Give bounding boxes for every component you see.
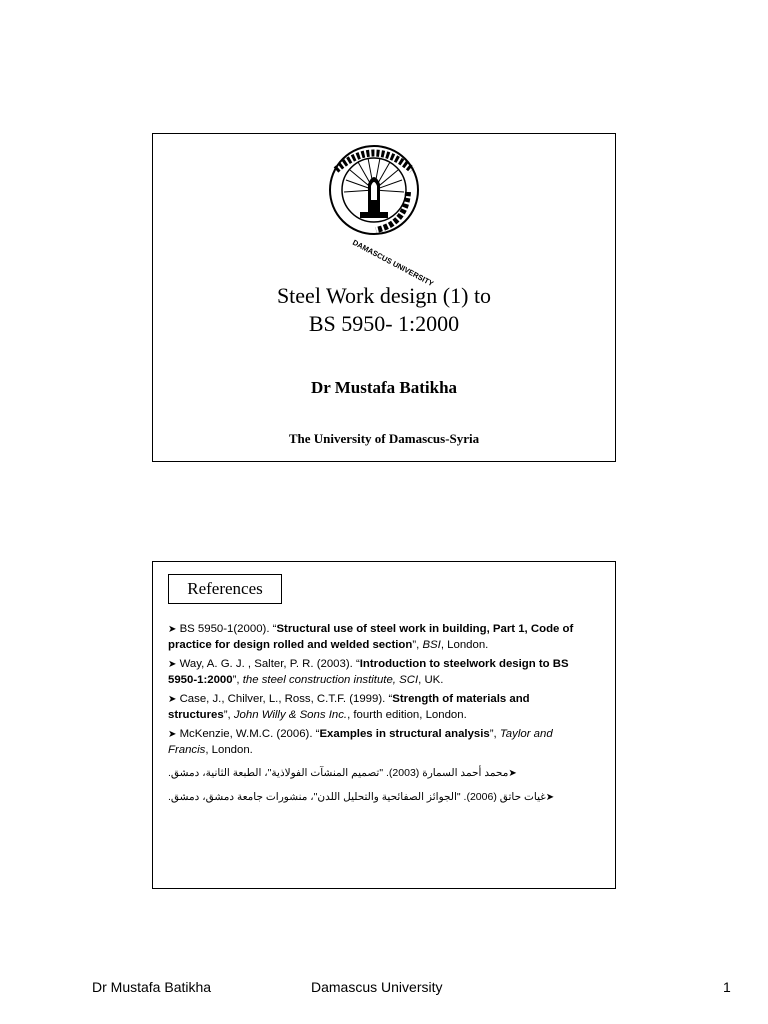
bullet-arrow-icon: ➤ xyxy=(168,729,177,740)
footer-author: Dr Mustafa Batikha xyxy=(92,979,212,995)
footer-university: Damascus University xyxy=(311,979,443,995)
bullet-arrow-icon: ➤ xyxy=(168,694,177,705)
bullet-arrow-icon: ➤ xyxy=(508,768,517,779)
title-line-2: BS 5950- 1:2000 xyxy=(308,311,460,336)
list-item: ➤ Way, A. G. J. , Salter, P. R. (2003). “Introduction to steelwork design to BS 5950-1:2000”, the steel construction institute, SCI, UK. xyxy=(168,658,569,686)
list-item: ➤ Case, J., Chilver, L., Ross, C.T.F. (1999). “Strength of materials and structures”, John Willy & Sons Inc., fourth edition, London. xyxy=(168,693,530,721)
references-heading: References xyxy=(168,574,282,604)
author-name: Dr Mustafa Batikha xyxy=(310,378,458,397)
bullet-arrow-icon: ➤ xyxy=(545,791,555,803)
list-item: ➤ BS 5950-1(2000). “Structural use of steel work in building, Part 1, Code of practice for design rolled and welded section”, BSI, London. xyxy=(168,623,574,651)
slide-title xyxy=(153,282,615,338)
bullet-arrow-icon: ➤ xyxy=(168,659,177,670)
list-item: ➤محمد أحمد السمارة (2003). "تصميم المنشآت الفولاذية"، الطبعة الثانية، دمشق. xyxy=(168,767,517,779)
logo-text: DAMASCUS UNIVERSITY xyxy=(351,237,436,289)
references-slide xyxy=(152,561,616,889)
page-number: 1 xyxy=(723,979,731,995)
list-item: ➤ McKenzie, W.M.C. (2006). “Examples in structural analysis”, Taylor and Francis, London. xyxy=(168,728,553,756)
list-item: ➤غيات حاتق (2006). "الجوائز الصفائحية والتحليل اللدن"، منشورات جامعة دمشق، دمشق. xyxy=(168,790,555,803)
title-slide xyxy=(152,133,616,462)
bullet-arrow-icon: ➤ xyxy=(168,624,177,635)
references-list xyxy=(168,622,588,805)
arabic-references xyxy=(168,766,588,805)
title-line-1: Steel Work design (1) to xyxy=(276,283,492,308)
university-name: The University of Damascus-Syria xyxy=(288,431,480,446)
university-seal-logo xyxy=(316,140,436,289)
